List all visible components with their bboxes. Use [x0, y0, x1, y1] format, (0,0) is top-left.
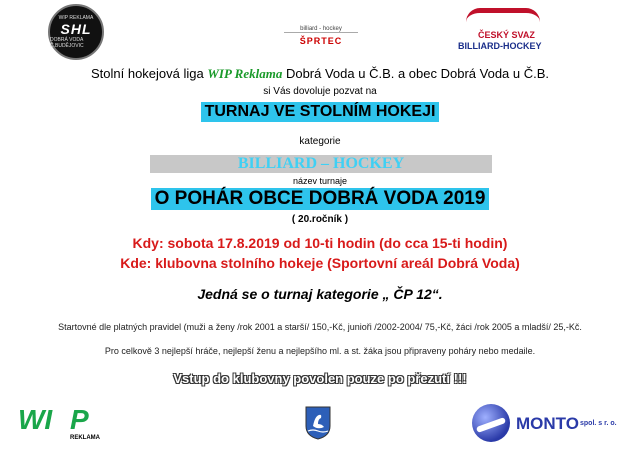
invite-text: si Vás dovoluje pozvat na [263, 86, 377, 97]
monto-logo-suffix: spol. s r. o. [580, 420, 617, 427]
entry-notice: Vstup do klubovny povolen pouze po přezutí !!! [173, 371, 467, 386]
monto-ball-icon [472, 404, 510, 442]
wip-logo-w: WI [18, 404, 53, 435]
when-text: Kdy: sobota 17.8.2019 od 10-ti hodin (do cca 15-ti hodin) [132, 235, 508, 251]
intro-line [0, 66, 640, 82]
billiard-hockey-logo-bottom: ŠPRTEC [299, 36, 343, 46]
municipal-crest-icon [305, 406, 331, 440]
wip-reklama-logo [18, 404, 108, 444]
billiard-hockey-logo-top: billiard - hockey [284, 26, 358, 33]
category-note: Jedná se o turnaj kategorie „ ČP 12“. [197, 286, 443, 302]
wip-logo-p: P [70, 404, 89, 435]
csbh-logo-line1: ČESKÝ SVAZ [478, 30, 535, 40]
where-text: Kde: klubovna stolního hokeje (Sportovní areál Dobrá Voda) [120, 255, 520, 271]
monto-logo-name: MONTO [516, 414, 579, 433]
csbh-logo-line2: BILLIARD-HOCKEY [458, 41, 542, 51]
category-label: kategorie [299, 136, 341, 147]
csbh-logo [458, 6, 564, 52]
tournament-title [0, 102, 640, 122]
intro-part1: Stolní hokejová liga [90, 66, 208, 81]
billiard-hockey-logo [284, 26, 358, 54]
prizes-text: Pro celkově 3 nejlepší hráče, nejlepší ženu a nejlepšího ml. a st. žáka jsou připraveny poháry nebo medaile. [104, 346, 536, 356]
tournament-name-text: O POHÁR OBCE DOBRÁ VODA 2019 [151, 188, 490, 210]
intro-part2: Dobrá Voda u Č.B. a obec Dobrá Voda u Č.B. [282, 66, 550, 81]
shl-logo-ring-bottom: DOBRÁ VODA Č.BUDĚJOVIC [50, 37, 84, 49]
shl-logo [48, 4, 104, 60]
shl-logo-center: SHL [60, 21, 92, 37]
hockey-stick-icon [466, 8, 540, 22]
tournament-name [0, 188, 640, 210]
tournament-name-label: název turnaje [292, 176, 348, 186]
intro-wip: WIP Reklama [207, 66, 283, 81]
monto-logo [472, 404, 632, 444]
tournament-title-text: TURNAJ VE STOLNÍM HOKEJI [201, 102, 440, 122]
wip-logo-reklama: REKLAMA [70, 435, 100, 441]
shl-logo-ring-top: WIP REKLAMA [58, 15, 94, 21]
category-value: BILLIARD – HOCKEY [150, 155, 492, 173]
entry-fee-text: Startovné dle platných pravidel (muži a ženy /rok 2001 a starší/ 150,-Kč, junioři /2002-2004/ 75,-Kč, žáci /rok 2005 a mladší/ 25,-Kč. [58, 322, 582, 332]
edition-text: ( 20.ročník ) [291, 214, 349, 225]
